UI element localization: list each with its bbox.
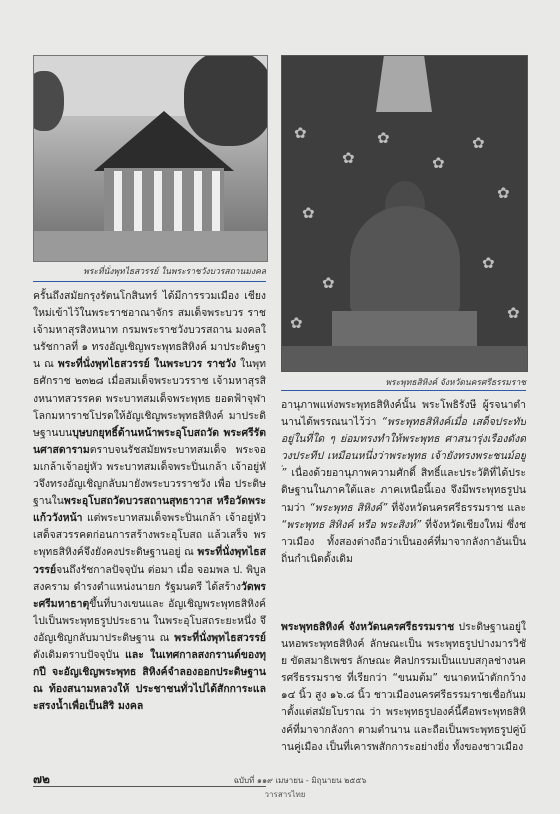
paragraph: อานุภาพแห่งพระพุทธสิหิงค์นั้น พระโพธิรังษี ผู้รจนาตำนานได้พรรณนาไว้ว่า “พระพุทธสิหิงค์เมื่อ เสด็จประทับอยู่ในที่ใด ๆ ย่อมทรงทำให้พระพุทธ ศาสนารุ่งเรืองดังดวงประทีป เหมือนหนึ่งว่าพระพุทธ เจ้ายังทรงพระชนม์อยู่” เนื่องด้วยอานุภาพความศักดิ์ สิทธิ์และประวัติที่ได้ประดิษฐานในภาคใต้และ ภาคเหนือนี้เอง จึงมีพระพุทธรูปนามว่า “พระพุทธ สิหิงค์” ที่จังหวัดนครศรีธรรมราช และ “พระพุทธ สิหิงค์ หรือ พระสิงห์” ที่จังหวัดเชียงใหม่ ซึ่งชาวเมือง ทั้งสองต่างถือว่าเป็นองค์ที่มาจากลังกาอันเป็น ถิ่นกำเนิดดั้งเดิม xyxy=(281,399,526,565)
issue-label: ฉบับที่ ๑๑๙ เมษายน - มิถุนายน ๒๕๕๖ xyxy=(233,776,367,785)
temple-hall-photo xyxy=(33,55,268,262)
right-photo-caption: พระพุทธสิหิงค์ จังหวัดนครศรีธรรมราช xyxy=(385,378,526,388)
section-heading: พระพุทธสิหิงค์ จังหวัดนครศรีธรรมราช xyxy=(281,621,455,633)
right-article-column xyxy=(281,397,526,617)
left-article-column xyxy=(33,288,266,763)
paragraph: พระพุทธสิหิงค์ จังหวัดนครศรีธรรมราช ประดิษฐานอยู่ในหอพระพุทธสิหิงค์ ลักษณะเป็น พระพุทธรูปปางมารวิชัย ขัดสมาธิเพชร ลักษณะ ศิลปกรรมเป็นแบบสกุลช่างนครศรีธรรมราช ที่เรียกว่า “ขนมต้ม” ขนาดหน้าตักกว้าง ๑๔ นิ้ว สูง ๑๖.๘ นิ้ว ชาวเมืองนครศรีธรรมราชเชื่อกันมาตั้งแต่สมัยโบราณ ว่า พระพุทธรูปองค์นี้คือพระพุทธสิหิงค์ที่มาจากลังกา ตามตำนาน และถือเป็นพระพุทธรูปคู่บ้านคู่เมือง เป็นที่เคารพสักการะอย่างยิ่ง ทั้งของชาวเมือง xyxy=(281,621,526,753)
right-article-column-section xyxy=(281,619,526,784)
left-photo-caption: พระที่นั่งพุทไธสวรรย์ ในพระราชวังบวรสถานมงคล xyxy=(83,267,266,277)
page-number: ๗๒ xyxy=(33,772,50,786)
paragraph: ครั้นถึงสมัยกรุงรัตนโกสินทร์ ได้มีการรวมเมือง เชียงใหม่เข้าไว้ในพระราชอาณาจักร สมเด็จพระบวร ราชเจ้ามหาสุรสิงหนาท กรมพระราชวังบวรสถาน มงคลในรัชกาลที่ ๑ ทรงอัญเชิญพระพุทธสิหิงค์ มาประดิษฐาน ณ พระที่นั่งพุทไธสวรรย์ ในพระบวร ราชวัง ในพุทธศักราช ๒๓๒๘ เมื่อสมเด็จพระบวรราช เจ้ามหาสุรสิงหนาทสวรรคต พระบาทสมเด็จพระพุทธ ยอดฟ้าจุฬาโลกมหาราชโปรดให้อัญเชิญพระพุทธสิหิงค์ มาประดิษฐานบนบุษบกยุทธิ์ด้านหน้าพระอุโบสถวัด พระศรีรัตนศาสดารามตราบจนรัชสมัยพระบาทสมเด็จ พระจอมเกล้าเจ้าอยู่หัว พระบาทสมเด็จพระปิ่นเกล้า เจ้าอยู่หัวจึงทรงอัญเชิญกลับมายังพระบวรราชวัง เพื่อ ประดิษฐานในพระอุโบสถวัดบวรสถานสุทธาวาส หรือวัดพระแก้ววังหน้า แต่พระบาทสมเด็จพระปิ่นเกล้า เจ้าอยู่หัวเสด็จสวรรคตก่อนการสร้างพระอุโบสถ แล้วเสร็จ พระพุทธสิหิงค์จึงยังคงประดิษฐานอยู่ ณ พระที่นั่งพุทไธสวรรย์จนถึงรัชกาลปัจจุบัน ต่อมา เมื่อ จอมพล ป. พิบูลสงคราม ดำรงตำแหน่งนายก รัฐมนตรี ได้สร้างวัดพระศรีมหาธาตุขึ้นที่บางเขนและ อัญเชิญพระพุทธสิหิงค์ไปเป็นพระพุทธรูปประธาน ในพระอุโบสถระยะหนึ่ง จึงอัญเชิญกลับมาประดิษฐาน ณ พระที่นั่งพุทไธสวรรย์ดังเดิมตราบปัจจุบัน และ ในเทศกาลสงกรานต์ของทุกปี จะอัญเชิญพระพุทธ สิหิงค์จำลองออกประดิษฐาน ณ ท้องสนามหลวงให้ ประชาชนทั่วไปได้สักการะและสรงน้ำเพื่อเป็นสิริ มงคล xyxy=(33,290,266,713)
caption-divider xyxy=(281,390,526,391)
buddha-image-photo: ✿ ✿ ✿ ✿ ✿ ✿ ✿ ✿ ✿ ✿ ✿ xyxy=(281,55,528,372)
magazine-logo: วารสารไทย xyxy=(264,790,306,799)
caption-divider xyxy=(33,281,266,282)
